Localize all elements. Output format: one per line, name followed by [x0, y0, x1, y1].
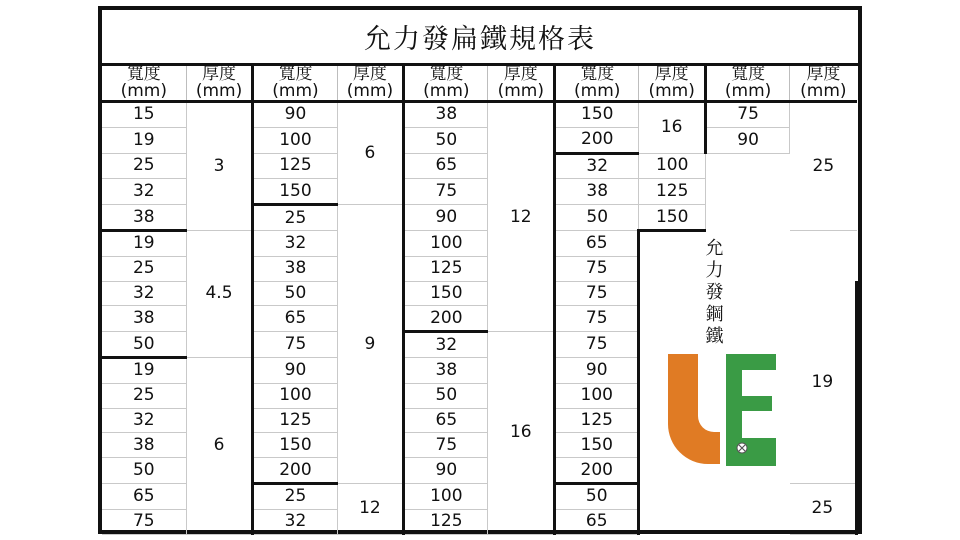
cell-width: 38 [404, 102, 488, 128]
cell-width: 15 [102, 102, 186, 128]
header-thickness-unit-4: (mm) [648, 81, 695, 101]
cell-width: 75 [706, 102, 790, 128]
header-thickness-label-1: 厚度 [202, 64, 236, 84]
cell-thickness: 6 [186, 357, 253, 534]
cell-width: 32 [102, 179, 186, 205]
header-thickness-label-3: 厚度 [503, 64, 538, 84]
cell-width: 19 [102, 230, 186, 256]
cell-width: 75 [555, 332, 639, 358]
logo-block [639, 230, 790, 534]
cell-width: 90 [706, 127, 790, 153]
cell-width: 200 [555, 127, 639, 153]
cell-width: 32 [102, 408, 186, 433]
table-header-row [102, 66, 857, 102]
cell-width: 90 [253, 357, 337, 383]
header-thickness-1 [186, 66, 253, 102]
header-width-label-3: 寬度 [429, 64, 464, 84]
cell-width: 38 [102, 306, 186, 332]
cell-width: 65 [404, 408, 488, 433]
header-width-3 [404, 66, 488, 102]
cell-width: 150 [253, 433, 337, 458]
logo-text-line-5: 鐵 [705, 325, 725, 347]
cell-thickness: 16 [639, 102, 706, 154]
cell-thickness: 12 [488, 102, 555, 332]
header-width-label-2: 寬度 [278, 64, 313, 84]
cell-width: 150 [253, 179, 337, 205]
cell-width: 125 [253, 153, 337, 179]
logo-text-line-4: 鋼 [705, 303, 725, 325]
cell-width: 125 [555, 408, 639, 433]
cell-width: 50 [555, 205, 639, 231]
cell-width: 100 [639, 153, 706, 179]
header-width-unit-4: (mm) [574, 81, 621, 101]
cell-width: 25 [253, 483, 337, 509]
cell-width: 32 [253, 509, 337, 534]
cell-width: 75 [102, 509, 186, 534]
cell-width: 65 [253, 306, 337, 332]
header-width-2 [253, 66, 337, 102]
cell-width: 100 [404, 230, 488, 256]
table-row [102, 102, 857, 128]
cell-width: 19 [102, 127, 186, 153]
header-thickness-unit-3: (mm) [497, 81, 544, 101]
cell-width: 150 [555, 433, 639, 458]
header-thickness-label-2: 厚度 [352, 64, 387, 84]
header-thickness-2 [337, 66, 404, 102]
cell-thickness: 12 [337, 483, 404, 534]
cell-width: 75 [555, 306, 639, 332]
cell-width: 125 [253, 408, 337, 433]
cell-thickness: 3 [186, 102, 253, 231]
spec-table [102, 66, 858, 535]
header-width-label-4: 寬度 [580, 64, 615, 84]
page-title: 允力發扁鐵規格表 [102, 10, 858, 66]
header-width-5 [706, 66, 790, 102]
header-thickness-5 [790, 66, 857, 102]
cell-width: 50 [404, 127, 488, 153]
header-thickness-4 [639, 66, 706, 102]
cell-width: 65 [555, 230, 639, 256]
header-width-label-5: 寬度 [731, 64, 766, 84]
uf-logo-icon [650, 352, 780, 476]
cell-width: 32 [253, 230, 337, 256]
cell-width: 100 [253, 383, 337, 408]
spec-sheet [98, 6, 862, 534]
cell-width: 25 [253, 205, 337, 231]
cell-width: 125 [639, 179, 706, 205]
cell-width: 200 [555, 458, 639, 484]
cell-width: 75 [404, 433, 488, 458]
cell-width: 200 [253, 458, 337, 484]
table-row [102, 230, 857, 256]
header-thickness-unit-5: (mm) [800, 81, 847, 101]
header-width-4 [555, 66, 639, 102]
cell-width: 90 [555, 357, 639, 383]
header-thickness-3 [488, 66, 555, 102]
cell-width: 38 [253, 256, 337, 281]
cell-thickness: 16 [488, 332, 555, 534]
cell-width: 150 [404, 281, 488, 306]
header-thickness-unit-2: (mm) [346, 81, 394, 101]
cell-width: 150 [555, 102, 639, 128]
cell-thickness: 25 [790, 102, 857, 231]
cell-width: 90 [253, 102, 337, 128]
cell-width: 100 [253, 127, 337, 153]
header-thickness-label-4: 厚度 [654, 64, 689, 84]
header-thickness-unit-1: (mm) [195, 81, 243, 101]
cell-width: 65 [404, 153, 488, 179]
header-thickness-label-5: 厚度 [806, 64, 841, 84]
header-width-unit-3: (mm) [423, 81, 470, 101]
cell-width: 32 [555, 153, 639, 179]
cell-width: 125 [404, 256, 488, 281]
cell-width: 25 [102, 383, 186, 408]
header-width-label-1: 寬度 [126, 64, 161, 84]
cell-width: 38 [555, 179, 639, 205]
cell-width: 150 [639, 205, 706, 231]
cell-width: 32 [102, 281, 186, 306]
cell-width: 100 [555, 383, 639, 408]
cell-width: 50 [253, 281, 337, 306]
cell-width: 90 [404, 458, 488, 484]
logo-text-line-3: 發 [705, 281, 725, 303]
cell-thickness: 19 [790, 281, 857, 483]
logo-text-line-1: 允 [705, 237, 725, 259]
cell-width: 50 [102, 458, 186, 484]
header-width-1 [102, 66, 186, 102]
cell-thickness: 9 [337, 205, 404, 484]
cell-thickness: 6 [337, 102, 404, 205]
cell-width: 90 [404, 205, 488, 231]
cell-width: 65 [102, 483, 186, 509]
header-width-unit-2: (mm) [272, 81, 319, 101]
cell-width: 50 [102, 332, 186, 358]
cell-thickness: 4.5 [186, 230, 253, 357]
cell-width: 38 [102, 205, 186, 231]
cell-width: 19 [102, 357, 186, 383]
cell-width: 75 [404, 179, 488, 205]
cell-width: 75 [555, 281, 639, 306]
cell-width: 200 [404, 306, 488, 332]
cell-width: 25 [102, 256, 186, 281]
cell-width: 38 [102, 433, 186, 458]
cell-width: 25 [102, 153, 186, 179]
cell-width: 32 [404, 332, 488, 358]
cell-width: 65 [555, 509, 639, 534]
cell-width: 75 [555, 256, 639, 281]
cell-width: 50 [555, 483, 639, 509]
cell-width: 125 [404, 509, 488, 534]
cell-width: 100 [404, 483, 488, 509]
cell-width: 38 [404, 357, 488, 383]
cell-thickness: 25 [790, 483, 857, 534]
cell-width: 50 [404, 383, 488, 408]
header-width-unit-1: (mm) [120, 81, 167, 101]
header-width-unit-5: (mm) [724, 81, 772, 101]
cell-width: 75 [253, 332, 337, 358]
logo-text-line-2: 力 [705, 259, 725, 281]
